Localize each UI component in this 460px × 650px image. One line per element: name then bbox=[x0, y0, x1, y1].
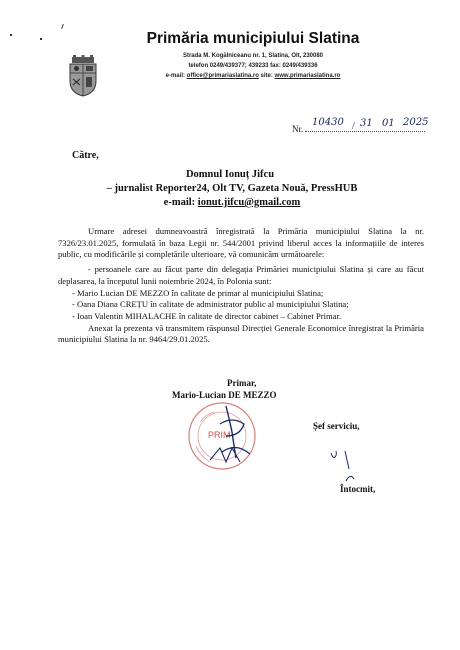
institution-title: Primăria municipiului Slatina bbox=[146, 30, 360, 47]
registration-month: 01 bbox=[382, 118, 395, 129]
chief-signature bbox=[327, 445, 357, 473]
list-item: - Mario Lucian DE MEZZO în calitate de primar al municipiului Slatina; bbox=[72, 287, 324, 298]
mayor-signature bbox=[196, 402, 266, 472]
stamp-text: PRIM bbox=[208, 430, 231, 440]
scan-mark bbox=[40, 38, 42, 40]
body-paragraph-delegation: - persoanele care au făcut parte din delegația Primăriei municipiului Slatina și care au făcut deplasarea, la începutul lunii noiembrie 2024, în Polonia sunt: bbox=[58, 264, 424, 286]
date-separator: / bbox=[352, 121, 355, 132]
scan-mark bbox=[10, 34, 12, 36]
header-phone: telefon 0249/439377; 439233 fax: 0249/439336 bbox=[188, 63, 318, 69]
recipient-email-link[interactable]: ionut.jifcu@gmail.com bbox=[197, 197, 301, 208]
list-item: - Ioan Valentin MIHALACHE în calitate de director cabinet – Cabinet Primar. bbox=[72, 310, 342, 321]
body-paragraph-intro: Urmare adresei dumneavoastră înregistrată la Primăria municipiului Slatina la nr. 7326/23.01.2025, formulată în baza Legii nr. 544/2001 privind liberul acces la informațiile de interes public, cu modificările și completările ulterioare, vă comunicăm următoarele: bbox=[58, 226, 424, 260]
email-prefix: e-mail: bbox=[165, 73, 187, 79]
body-paragraph-annex: Anexat la prezenta vă transmitem răspunsul Direcției Generale Economice înregistrat la Primăria municipiului Slatina la nr. 9464/29.01.2025. bbox=[58, 322, 424, 345]
list-item: - Oana Diana CREȚU în calitate de administrator public al municipiului Slatina; bbox=[72, 299, 349, 310]
registration-label: Nr. bbox=[292, 124, 304, 134]
prepared-label: Întocmit, bbox=[340, 484, 376, 494]
site-prefix: site: bbox=[258, 73, 275, 79]
coat-of-arms-logo bbox=[68, 55, 98, 97]
greeting: Către, bbox=[72, 150, 99, 161]
recipient-email-prefix: e-mail: bbox=[163, 197, 198, 208]
letter-body bbox=[58, 226, 424, 346]
recipient-name: Domnul Ionuț Jifcu bbox=[185, 169, 275, 180]
registration-number: 10430 bbox=[312, 117, 344, 128]
registration-year: 2025 bbox=[403, 117, 429, 128]
header-address: Strada M. Kogălniceanu nr. 1, Slatina, Olt, 230080 bbox=[182, 53, 324, 59]
mayor-role: Primar, bbox=[227, 378, 257, 388]
chief-role: Șef serviciu, bbox=[313, 421, 360, 431]
header-site-link[interactable]: www.primariaslatina.ro bbox=[274, 73, 341, 79]
recipient-email bbox=[72, 197, 392, 208]
mayor-name: Mario-Lucian DE MEZZO bbox=[172, 390, 277, 400]
header-contact bbox=[118, 73, 388, 79]
recipient-role: – jurnalist Reporter24, Olt TV, Gazeta Nouă, PressHUB bbox=[106, 183, 358, 194]
prepared-signature bbox=[344, 470, 358, 482]
registration-day: 31 bbox=[360, 118, 373, 129]
scan-mark bbox=[61, 24, 64, 29]
header-email-link[interactable]: office@primariaslatina.ro bbox=[186, 73, 259, 79]
